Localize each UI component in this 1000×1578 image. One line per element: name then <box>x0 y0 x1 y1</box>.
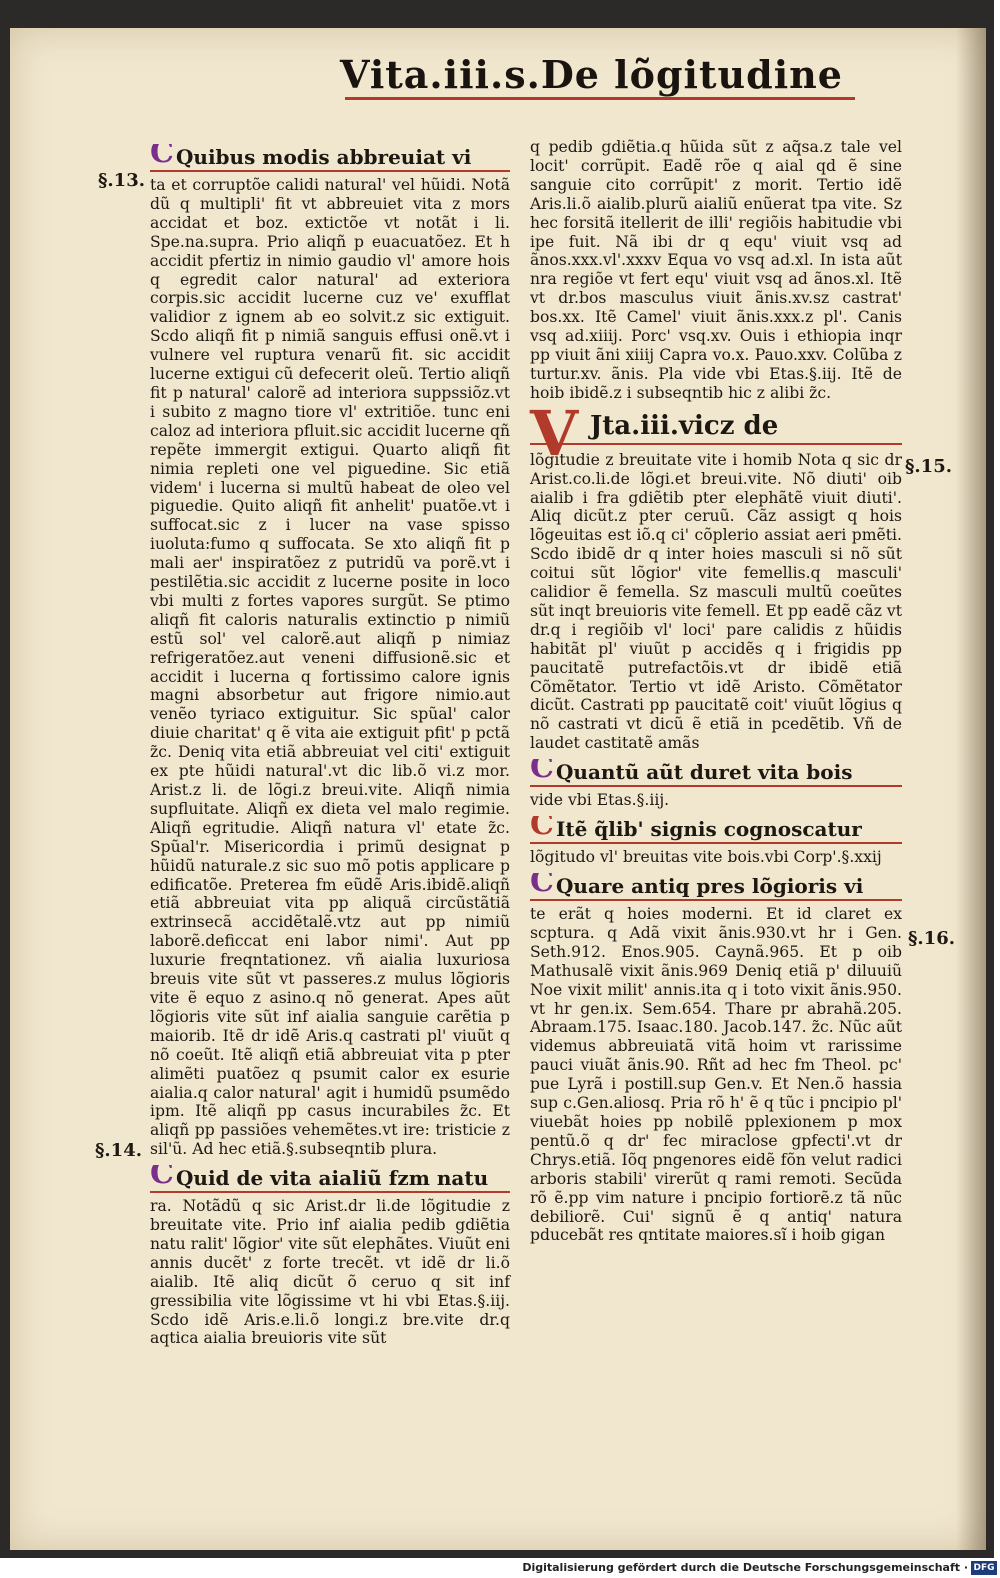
heading-ancient-fathers: C Quare antiq pres lõgioris vi <box>530 873 902 901</box>
paragraph-animal-life: ra. Notãdũ q sic Arist.dr li.de lõgitudie z breuitate vite. Prio inf aialia pedib gdiẽtia natu ralit' lõgior' vite sũt elephãtes. Viuũt eni annis ducẽt' z forte trecẽt. vt idẽ dr li.õ aialib. Itẽ aliq dicũt õ ceruo q sit inf gressibilia vite lõgissime vt hi vbi Etas.§.iij. Scdo idẽ Aris.e.li.õ longi.z bre.vite dr.q aqtica aialia breuioris vite sũt <box>150 1197 510 1348</box>
footer-bar <box>0 1558 1000 1578</box>
footer-credit: Digitalisierung gefördert durch die Deutsche Forschungsgemeinschaft · <box>522 1561 968 1574</box>
section-title-text: Jta.iii.vicz de <box>590 410 779 441</box>
decorated-initial: V <box>530 396 579 470</box>
section-title-vita <box>530 396 902 470</box>
running-head-rule <box>345 97 855 100</box>
paragraph-ancient-fathers: te erãt q hoies moderni. Et id claret ex scptura. q Adã vixit ãnis.930.vt hr i Gen. Seth.912. Enos.905. Caynã.965. Et p oib Mathusalẽ vixit ãnis.969 Deniq etiã p' diluuiũ Noe vixit milit' annis.ita q i toto vixit ãnis.950. vt hr gen.ix. Sem.654. Thare pr abrahã.205. Abraam.175. Isaac.180. Jacob.147. z̃c. Nũc aũt videmus abbreuiatã vitã hoim vt rarissime pauci viuãt ãnis.90. Rñt ad hec fm Theol. pc' pue Lyrã i postill.sup Gen.v. Et Nen.õ hassia sup c.Gen.aliosq. Pria rõ h' ẽ q tũc i pncipio pl' viuebãt hoies pp nobilẽ pplexionem p mox pentũ.õ q dr' fec miraclose gpfecti'.vt dr Chrys.etiã. Iõq pngenores eidẽ fõn velut radici arboris stabili' virerũt q rami remoti. Secũda rõ ẽ.pp vim nature i pncipio fortiorẽ.z tã nũc debiliorẽ. Cui' signũ ẽ q antiq' natura pducebãt res qntitate maiores.sĩ i hoib gigan <box>530 905 902 1245</box>
right-column <box>530 138 902 1245</box>
paragraph-continuation: q pedib gdiẽtia.q hũida sũt z aq̃sa.z tale vel locit' corrũpit. Eadẽ rõe q aial qd ẽ sine sanguie cito corrũpit' z morit. Tertio idẽ Aris.li.õ aialib.plurũ aialiũ enũerat tpa vite. Sz hec forsitã itellerit de illi' regiõis habitudie vbi ipe fuit. Nã ibi dr q equ' viuit vsq ad ãnos.xxx.vl'.xxxv Equa vo vsq ad.xl. In ista aũt nra regiõe vt fert equ' viuit vsq ad ãnos.xl. Itẽ vt dr.bos masculus viuit ãnis.xv.sz castrat' bos.xx. Itẽ Camel' viuit ãnis.xxx.z pl'. Canis vsq ad.xiiij. Porc' vsq.xv. Ouis i ethiopia inqr pp viuit ãni xiiij Capra vo.x. Pauo.xxv. Colũba z turtur.xv. ãnis. Pla vide vbi Etas.§.iij. Itẽ de hoib ibidẽ.z i subseqntib hic z alibi z̃c. <box>530 138 902 402</box>
section-mark-14: §.14. <box>95 1140 142 1161</box>
paragraph-abbreviation: ta et corruptõe calidi natural' vel hũidi. Notã dũ q multipli' fit vt abbreuiet vita z mors accidat et boz. extictõe vt notãt i li. Spe.na.supra. Prio aliqñ p euacuatõez. Et h accidit pfertiz in nimio gaudio vl' amore hois q egredit calor natural' ad exteriora corpis.sic accidit lucerne cuz ve' exufflat validior z ignem ab eo solvit.z sic extiguit. Scdo aliqñ fit p nimiã sanguis effusi onẽ.vt i vulnere vel ruptura venarũ fit. sic accidit lucerne extigui cũ defecerit oleũ. Tertio aliqñ fit p natural' calorẽ ad interiora suppssiõz.vt i subito z magno tiore vl' extritiõe. tunc eni caloz ad interiora pfluit.sic accidit lucerne qñ repẽte immergit extigui. Quarto aliqñ fit nimia repleti one vel piguedine. Sic etiã videm' i lucerna si multũ habeat de oleo vel piguedie. Quito aliqñ fit anhelit' puatõe.vt i suffocat.sic z i lucer na vase spisso iuoluta:fumo q suffocata. Se xto aliqñ fit p mali aer' inspiratõez z putridũ va porẽ.vt i pestilẽtia.sic accidit z lucerne posite in loco vbi multi z fortes vapores surgũt. Se ptimo aliqñ fit caloris naturalis extinctio p nimiũ estũ sol' vel calorẽ.aut aliqñ p nimiaz refrigeratõez.aut veneni diffusionẽ.sic et accidit i lucerna q fortissimo calore ignis magni absorbetur aut frigore nimio.aut venẽo tyriaco extiguitur. Sic spũal' calor diuie charitat' q ẽ vita aie extiguit pfit' p pctã z̃c. Deniq vita etiã abbreuiat vel citi' extiguit ex pte hũidi natural'.vt dic lib.õ vi.z mor. Arist.z li. de lõgi.z breui.vite. Aliqñ nimia supfluitate. Aliqñ ex dieta vel malo regimie. Aliqñ egritudie. Aliqñ natura vl' etate z̃c. Spũal'r. Misericordia i primũ designat p hũidũ naturale.z sic suo mõ potis applicare p edificatõe. Preterea fm eũdẽ Aris.ibidẽ.aliqñ etiã abbreuiat vita pp aliquã circũstãtiã extrinsecã accidẽtalẽ.vtz aut pp nimiũ laborẽ.deficcat eni labor nimi'. Aut pp luxurie freqntationez. vñ aialia luxuriosa breuis vite sũt vt passeres.z mulus lõgioris vite ẽ equo z asino.q nõ generat. Apes aũt lõgioris vite sũt inf aialia sanguie carẽtia p maiorib. Itẽ dr idẽ Aris.q castrati pl' viuũt q nõ coeũt. Itẽ aliqñ etiã abbreuiat vita p pter alimẽti puatõez q psumit calor ex esurie aialia.q calor natural' agit i humidũ psumẽdo ipm. Itẽ aliqñ pp casus incurabiles z̃c. Et aliqñ pp passiões vehemẽtes.vt ire: tristicie z sil'ũ. Ad hec etiã.§.subseqntib plura. <box>150 176 510 1159</box>
section-mark-15: §.15. <box>905 456 952 477</box>
running-head: Vita.iii.s.De lõgitudine <box>340 52 843 97</box>
page-gutter-shadow <box>956 28 986 1550</box>
dfg-logo: DFG <box>971 1561 997 1575</box>
section-mark-16: §.16. <box>908 928 955 949</box>
heading-signs: C Itẽ q̃lib' signis cognoscatur <box>530 816 902 844</box>
heading-abbreviation: C Quibus modis abbreuiat vi <box>150 144 510 172</box>
paragraph-signs: lõgitudo vl' breuitas vite bois.vbi Corp'.§.xxij <box>530 848 882 867</box>
paragraph-duration: vide vbi Etas.§.iij. <box>530 791 670 810</box>
heading-animal-life: C Quid de vita aialiũ fzm natu <box>150 1165 510 1193</box>
paragraph-longevity: lõgitudie z breuitate vite i homib Nota q sic dr Arist.co.li.de lõgi.et breui.vite. Nõ diuti' oib aialib i fra gdiẽtib pter elephãtẽ viuit diuti'. Aliq dicũt.z pter ceruũ. Cãz assigt q hois lõgeuitas est iõ.q ci' cõplerio assiat aeri pmẽti. Scdo ibidẽ dr q inter hoies masculi si nõ sũt coitui sũt lõgior' vite femellis.q masculi' calidior ẽ femella. Sz masculi multũ coeũtes sũt inqt breuioris vite femell. Et pp eadẽ cãz vt dr.q i regiõib vl' loci' pare calidis z hũidis habitãt pl' viuũt p accidẽs q i frigidis pp paucitatẽ putrefactõis.vt dr ibidẽ etiã Cõmẽtator. Tertio vt idẽ Aristo. Cõmẽtator dicũt. Castrati pp paucitatẽ coit' viuũt lõgius q nõ castrati vt dicũ ẽ etiã in pcedẽtib. Vñ de laudet castitatẽ amãs <box>530 450 902 753</box>
section-mark-13: §.13. <box>98 170 145 191</box>
heading-duration: C Quantũ aũt duret vita bois <box>530 759 902 787</box>
left-column <box>150 138 510 1348</box>
